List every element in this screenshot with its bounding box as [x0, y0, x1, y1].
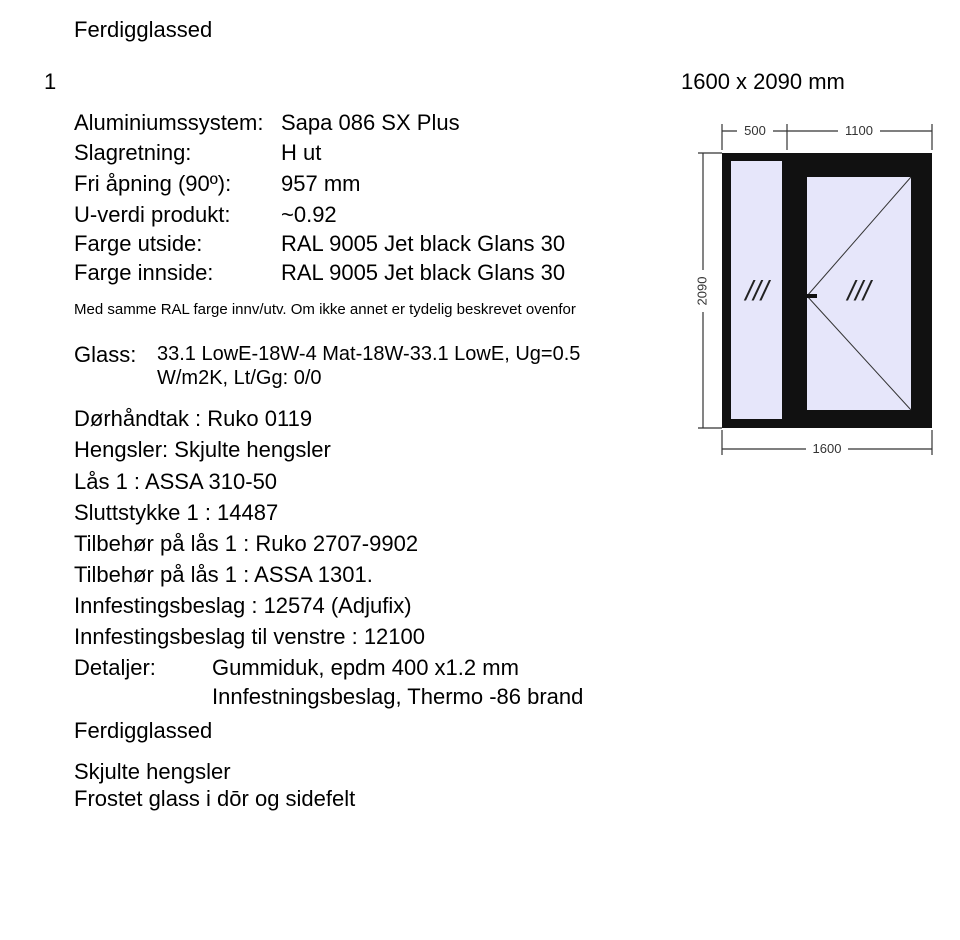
- hardware-item-fixing-left: Innfestingsbeslag til venstre : 12100: [74, 624, 426, 649]
- spec-label: Aluminiumssystem:: [74, 110, 264, 135]
- hardware-item-handle: Dørhåndtak : Ruko 0119: [74, 406, 313, 431]
- hardware-item-hinges: Hengsler: Skjulte hengsler: [74, 437, 331, 462]
- dim-width: 1600: [812, 441, 842, 456]
- spec-value: RAL 9005 Jet black Glans 30: [281, 260, 566, 285]
- glass-spec-line1: 33.1 LowE-18W-4 Mat-18W-33.1 LowE, Ug=0.5: [157, 343, 581, 365]
- glass-label: Glass:: [74, 342, 137, 367]
- details-label: Detaljer:: [74, 655, 156, 680]
- hardware-item-fixing: Innfestingsbeslag : 12574 (Adjufix): [74, 593, 412, 618]
- position-number: 1: [44, 69, 57, 94]
- hardware-item-lock: Lås 1 : ASSA 310-50: [74, 469, 278, 494]
- spec-label: Farge innside:: [74, 260, 214, 285]
- spec-value: H ut: [281, 140, 322, 165]
- color-note: Med samme RAL farge innv/utv. Om ikke annet er tydelig beskrevet ovenfor: [74, 301, 576, 318]
- hardware-item-accessory-2: Tilbehør på lås 1 : ASSA 1301.: [74, 562, 373, 587]
- footer-line2: Frostet glass i dōr og sidefelt: [74, 786, 356, 811]
- position-dimensions: 1600 x 2090 mm: [681, 69, 845, 94]
- dim-right-width: 1100: [845, 123, 873, 138]
- door-handle: [797, 294, 817, 298]
- glass-mark-door: ///: [847, 275, 871, 306]
- spec-value: Sapa 086 SX Plus: [281, 110, 460, 135]
- footer-title: Ferdigglassed: [74, 718, 213, 743]
- details-line1: Gummiduk, epdm 400 x1.2 mm: [212, 655, 519, 680]
- spec-value: ~0.92: [281, 202, 337, 227]
- spec-label: Farge utside:: [74, 231, 203, 256]
- spec-value: 957 mm: [281, 171, 361, 196]
- hardware-item-accessory-1: Tilbehør på lås 1 : Ruko 2707-9902: [74, 531, 419, 556]
- spec-label: U-verdi produkt:: [74, 202, 231, 227]
- footer-line1: Skjulte hengsler: [74, 759, 231, 784]
- glass-mark-sidelight: ///: [745, 275, 769, 306]
- header-title: Ferdigglassed: [74, 17, 213, 42]
- details-line2: Innfestningsbeslag, Thermo -86 brand: [212, 684, 584, 709]
- spec-value: RAL 9005 Jet black Glans 30: [281, 231, 566, 256]
- glass-spec-line2: W/m2K, Lt/Gg: 0/0: [157, 367, 322, 389]
- hardware-item-strike: Sluttstykke 1 : 14487: [74, 500, 279, 525]
- dim-height: 2090: [694, 276, 710, 306]
- spec-label: Slagretning:: [74, 140, 192, 165]
- spec-label: Fri åpning (90º):: [74, 171, 232, 196]
- dim-left-width: 500: [744, 123, 766, 138]
